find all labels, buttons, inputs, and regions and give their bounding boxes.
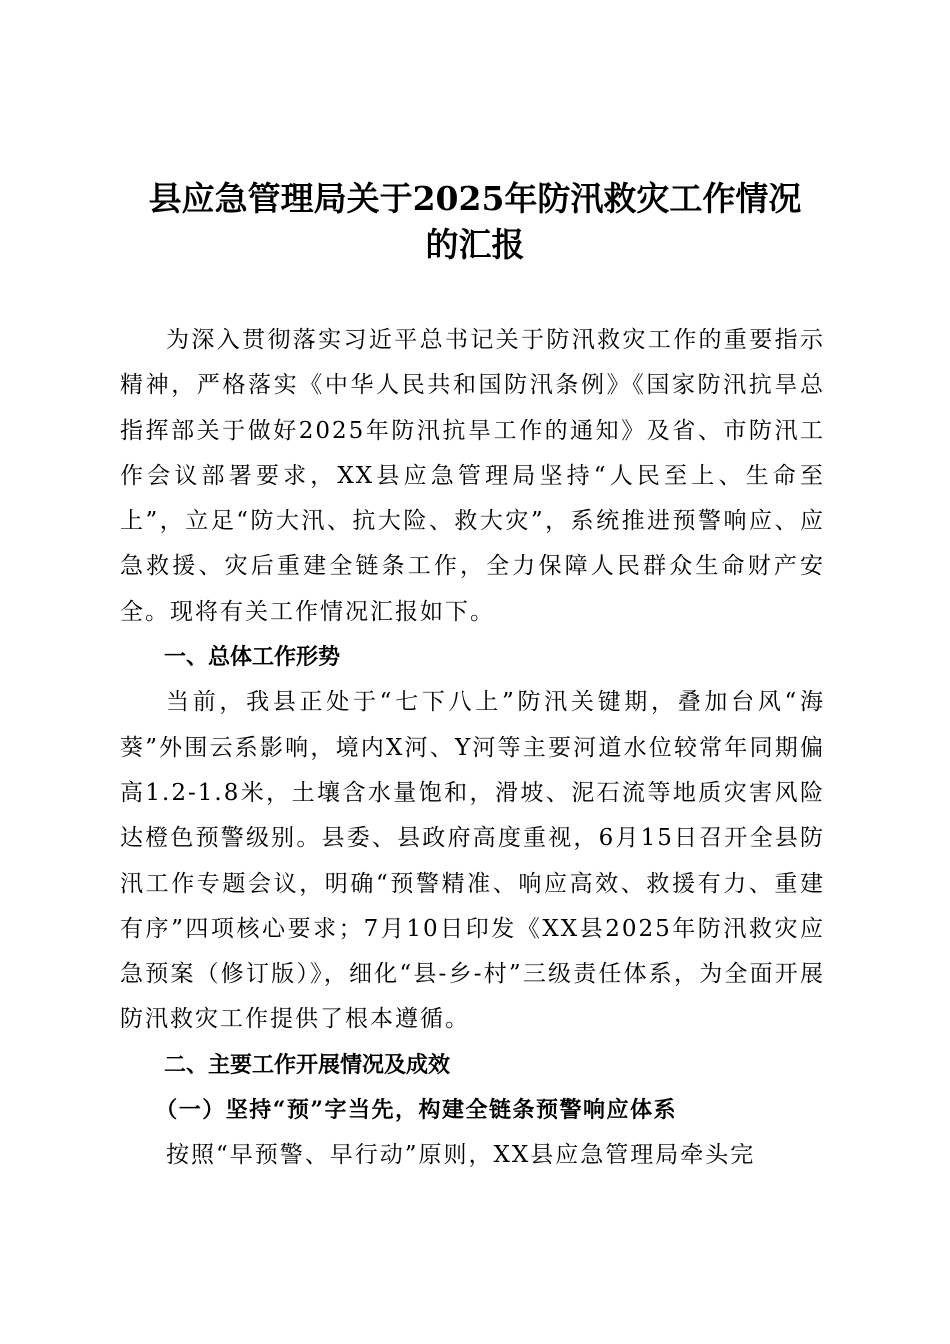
subsection-heading-1: （一）坚持“预”字当先，构建全链条预警响应体系 xyxy=(155,1097,677,1124)
intro-paragraph: 为深入贯彻落实习近平总书记关于防汛救灾工作的重要指示精神，严格落实《中华人民共和国防汛条例》《国家防汛抗旱总指挥部关于做好2025年防汛抗旱工作的通知》及省、市防汛工作会议部署要求，XX县应急管理局坚持“人民至上、生命至上”，立足“防大汛、抗大险、救大灾”，系统推进预警响应、应急救援、灾后重建全链条工作，全力保障人民群众生命财产安全。现将有关工作情况汇报如下。 xyxy=(120,327,825,625)
document-body xyxy=(120,318,825,1179)
section-heading-2: 二、主要工作开展情况及成效 xyxy=(164,1052,451,1078)
document-title xyxy=(110,176,840,268)
section-heading-1: 一、总体工作形势 xyxy=(164,645,341,671)
warning-paragraph: 按照“早预警、早行动”原则，XX县应急管理局牵头完 xyxy=(166,1142,756,1169)
title-line-1: 县应急管理局关于2025年防汛救灾工作情况 xyxy=(148,179,802,218)
situation-paragraph: 当前，我县正处于“七下八上”防汛关键期，叠加台风“海葵”外围云系影响，境内X河、Y河等主要河道水位较常年同期偏高1.2-1.8米，土壤含水量饱和，滑坡、泥石流等地质灾害风险达橙色预警级别。县委、县政府高度重视，6月15日召开全县防汛工作专题会议，明确“预警精准、响应高效、救援有力、重建有序”四项核心要求；7月10日印发《XX县2025年防汛救灾应急预案（修订版）》，细化“县-乡-村”三级责任体系，为全面开展防汛救灾工作提供了根本遵循。 xyxy=(120,689,825,1033)
title-line-2: 的汇报 xyxy=(425,225,525,264)
